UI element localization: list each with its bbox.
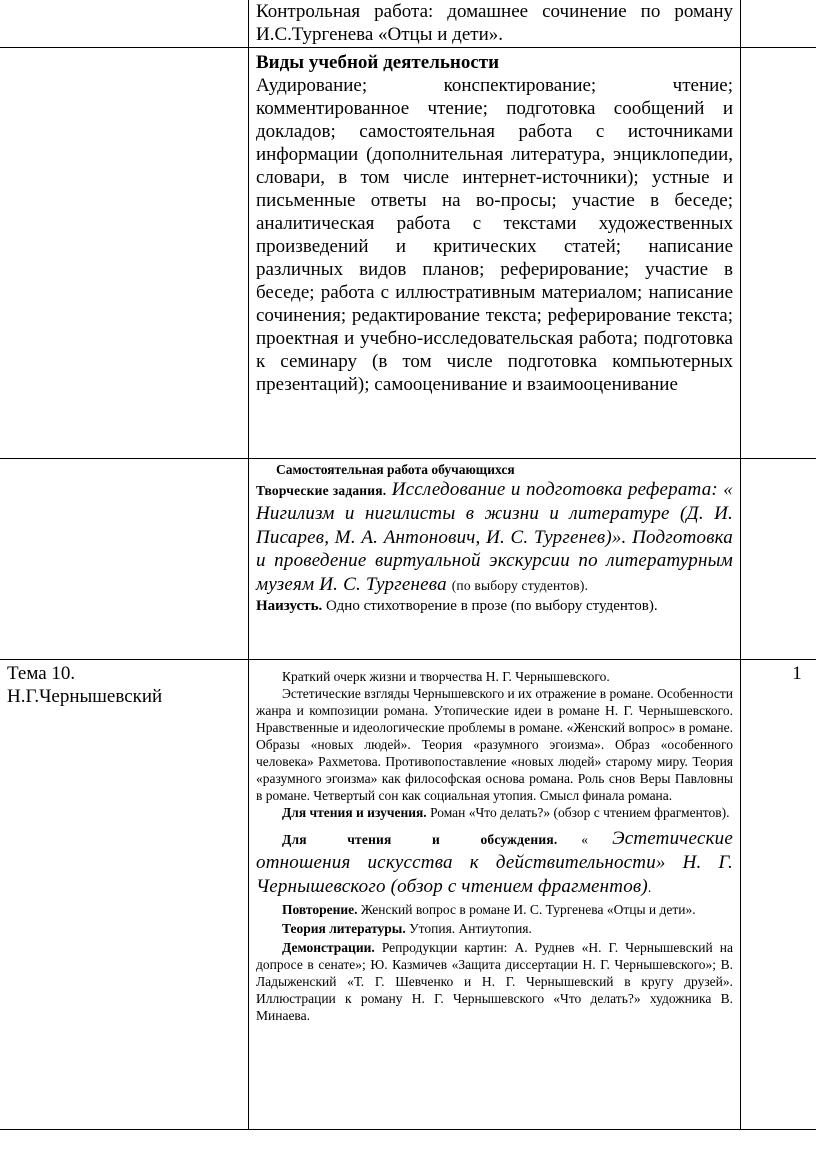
reading-label: Для чтения и изучения. xyxy=(282,804,427,820)
topic-cell xyxy=(0,659,249,1129)
table-row xyxy=(0,0,816,47)
reading-text: Роман «Что делать?» (обзор с чтением фрагментов). xyxy=(430,804,730,820)
table-row xyxy=(0,458,816,659)
reading-block xyxy=(256,804,733,821)
paragraph-bio: Краткий очерк жизни и творчества Н. Г. Чернышевского. xyxy=(282,668,610,684)
hours-cell xyxy=(741,659,816,1129)
creative-tasks xyxy=(256,478,733,598)
activities-text: Аудирование; конспектирование; чтение; комментированное чтение; подготовка сообщений и докладов; самостоятельная работа с источниками информации (дополнительная литература, энциклопедии, словари, в том числе интернет-источники); устные и письменные ответы на во-просы; участие в беседе; аналитическая работа с текстами художественных произведений и критических статей; написание различных видов планов; реферирование; участие в беседе; работа с иллюстративным материалом; написание сочинения; редактирование текста; реферирование текста; проектная и учебно-исследовательская работа; подготовка к семинару (в том числе подготовка компьютерных презентаций); самооценивание и взаимооценивание xyxy=(256,74,733,395)
theory-label: Теория литературы. xyxy=(282,921,406,936)
discussion-block xyxy=(256,827,733,900)
topic-cell xyxy=(0,458,249,659)
hours-cell xyxy=(741,458,816,659)
control-work-text: Контрольная работа: домашнее сочинение по роману И.С.Тургенева «Отцы и дети». xyxy=(256,1,733,45)
creative-label: Творческие задания. xyxy=(256,482,387,498)
paragraph-aesthetics: Эстетические взгляды Чернышевского и их отражение в романе. Особенности жанра и композиции романа. Утопические идеи в романе Н. Г. Чернышевского. Нравственные и идеологические проблемы в романе. «Женский вопрос» в романе. Образы «новых людей». Теория «разумного эгоизма». Образ «особенного человека» Рахметова. Противопоставление «новых людей» старому миру. Теория «разумного эгоизма» как философская основа романа. Роль снов Веры Павловны в романе. Четвертый сон как социальная утопия. Смысл финала романа. xyxy=(256,685,733,803)
repeat-text: Женский вопрос в романе И. С. Тургенева «Отцы и дети». xyxy=(360,902,696,917)
topic-name: Н.Г.Чернышевский xyxy=(7,685,163,707)
demo-label: Демонстрации. xyxy=(282,940,375,955)
discussion-end: . xyxy=(647,879,652,895)
memorize-text: Одно стихотворение в прозе (по выбору студентов). xyxy=(326,598,658,614)
activities-heading: Виды учебной деятельности xyxy=(256,51,500,73)
creative-italic: Исследование и подготовка реферата: « Нигилизм и нигилисты в жизни и литературе (Д. И. Писарев, М. А. Антонович, И. С. Тургенев)». Подготовка и проведение виртуальной экскурсии по литературным музеям И. С. Тургенева xyxy=(256,478,733,595)
creative-tail: (по выбору студентов). xyxy=(451,577,589,593)
discussion-italic: Эстетические отношения искусства к действительности» Н. Г. Чернышевского (обзор с чтением фрагментов) xyxy=(256,827,733,897)
discussion-label: Для чтения и обсуждения. xyxy=(282,831,558,847)
content-cell xyxy=(249,47,741,458)
hours-cell xyxy=(741,0,816,47)
activities-block xyxy=(256,48,733,396)
topic-cell xyxy=(0,47,249,458)
theory-text: Утопия. Антиутопия. xyxy=(409,921,532,936)
content-cell xyxy=(249,458,741,659)
topic-title xyxy=(7,660,241,708)
theory-block xyxy=(256,920,733,937)
topic-cell xyxy=(0,0,249,47)
table-row xyxy=(0,659,816,1129)
content-cell xyxy=(249,659,741,1129)
hours-value: 1 xyxy=(792,662,802,684)
demo-text: Репродукции картин: А. Руднев «Н. Г. Чернышевский на допросе в сенате»; Ю. Казмичев «Защита диссертации Н. Г. Чернышевского»; В. Ладыженский «Т. Г. Шевченко и Н. Г. Чернышевский в кругу друзей». Иллюстрации к роману Н. Г. Чернышевского «Что делать?» художника В. Минаева. xyxy=(256,940,733,1023)
memorize-block xyxy=(256,597,733,615)
topic-content xyxy=(256,660,733,1025)
topic-number: Тема 10. xyxy=(7,662,76,684)
repeat-block xyxy=(256,901,733,918)
table-row xyxy=(0,47,816,458)
hours-cell xyxy=(741,47,816,458)
content-cell xyxy=(249,0,741,47)
repeat-label: Повторение. xyxy=(282,902,358,917)
discussion-quote: « xyxy=(581,831,589,847)
memorize-label: Наизусть. xyxy=(256,598,323,614)
demo-block xyxy=(256,939,733,1024)
independent-work-heading: Самостоятельная работа обучающихся xyxy=(276,461,515,477)
